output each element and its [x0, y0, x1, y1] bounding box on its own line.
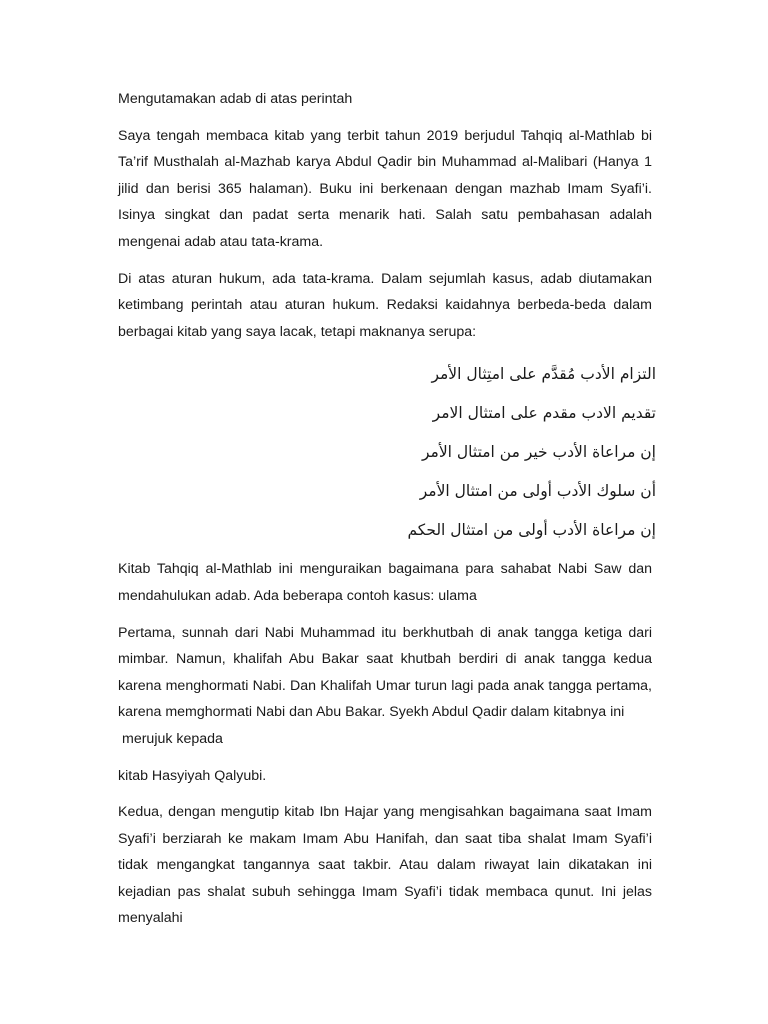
- arabic-line: إن مراعاة الأدب خير من امتثال الأمر: [421, 443, 656, 462]
- arabic-line: إن مراعاة الأدب أولى من امتثال الحكم: [407, 521, 656, 540]
- paragraph-first-case-tail: merujuk kepada: [122, 730, 223, 747]
- document-title: Mengutamakan adab di atas perintah: [118, 91, 353, 107]
- arabic-quotes: [118, 355, 656, 550]
- paragraph-examples: Kitab Tahqiq al-Mathlab ini menguraikan bagaimana para sahabat Nabi Saw dan mendahulukan adab. Ada beberapa contoh kasus: ulama: [118, 561, 652, 604]
- arabic-line: تقديم الادب مقدم على امتثال الامر: [432, 404, 656, 423]
- document-page: [118, 86, 656, 942]
- paragraph-first-case-text: Pertama, sunnah dari Nabi Muhammad itu berkhutbah di anak tangga ketiga dari mimbar. Namun, khalifah Abu Bakar saat khutbah berdiri di anak tangga kedua karena menghormati Nabi. Dan Khalifah Umar turun lagi pada anak tangga pertama, karena memghormati Nabi dan Abu Bakar. Syekh Abdul Qadir dalam kitabnya ini: [118, 624, 652, 721]
- arabic-line: التزام الأدب مُقدَّم على امتِثال الأمر: [431, 365, 656, 384]
- paragraph-reference: kitab Hasyiyah Qalyubi.: [118, 767, 267, 784]
- paragraph-second-case: Kedua, dengan mengutip kitab Ibn Hajar yang mengisahkan bagaimana saat Imam Syafi’i berziarah ke makam Imam Abu Hanifah, dan saat tiba shalat Imam Syafi’i tidak mengangkat tangannya saat takbir. Atau dalam riwayat lain dikatakan ini kejadian pas shalat subuh sehingga Imam Syafi’i tidak membaca qunut. Ini jelas menyalahi: [118, 804, 652, 927]
- arabic-line: أن سلوك الأدب أولى من امتثال الأمر: [419, 482, 656, 501]
- paragraph-rules: Di atas aturan hukum, ada tata-krama. Dalam sejumlah kasus, adab diutamakan ketimbang perintah atau aturan hukum. Redaksi kaidahnya berbeda-beda dalam berbagai kitab yang saya lacak, tetapi maknanya serupa:: [118, 270, 652, 340]
- paragraph-intro: Saya tengah membaca kitab yang terbit tahun 2019 berjudul Tahqiq al-Mathlab bi Ta’rif Musthalah al-Mazhab karya Abdul Qadir bin Muhammad al-Malibari (Hanya 1 jilid dan berisi 365 halaman). Buku ini berkenaan dengan mazhab Imam Syafi’i. Isinya singkat dan padat serta menarik hati. Salah satu pembahasan adalah mengenai adab atau tata-krama.: [118, 127, 652, 250]
- paragraph-first-case: [118, 620, 652, 753]
